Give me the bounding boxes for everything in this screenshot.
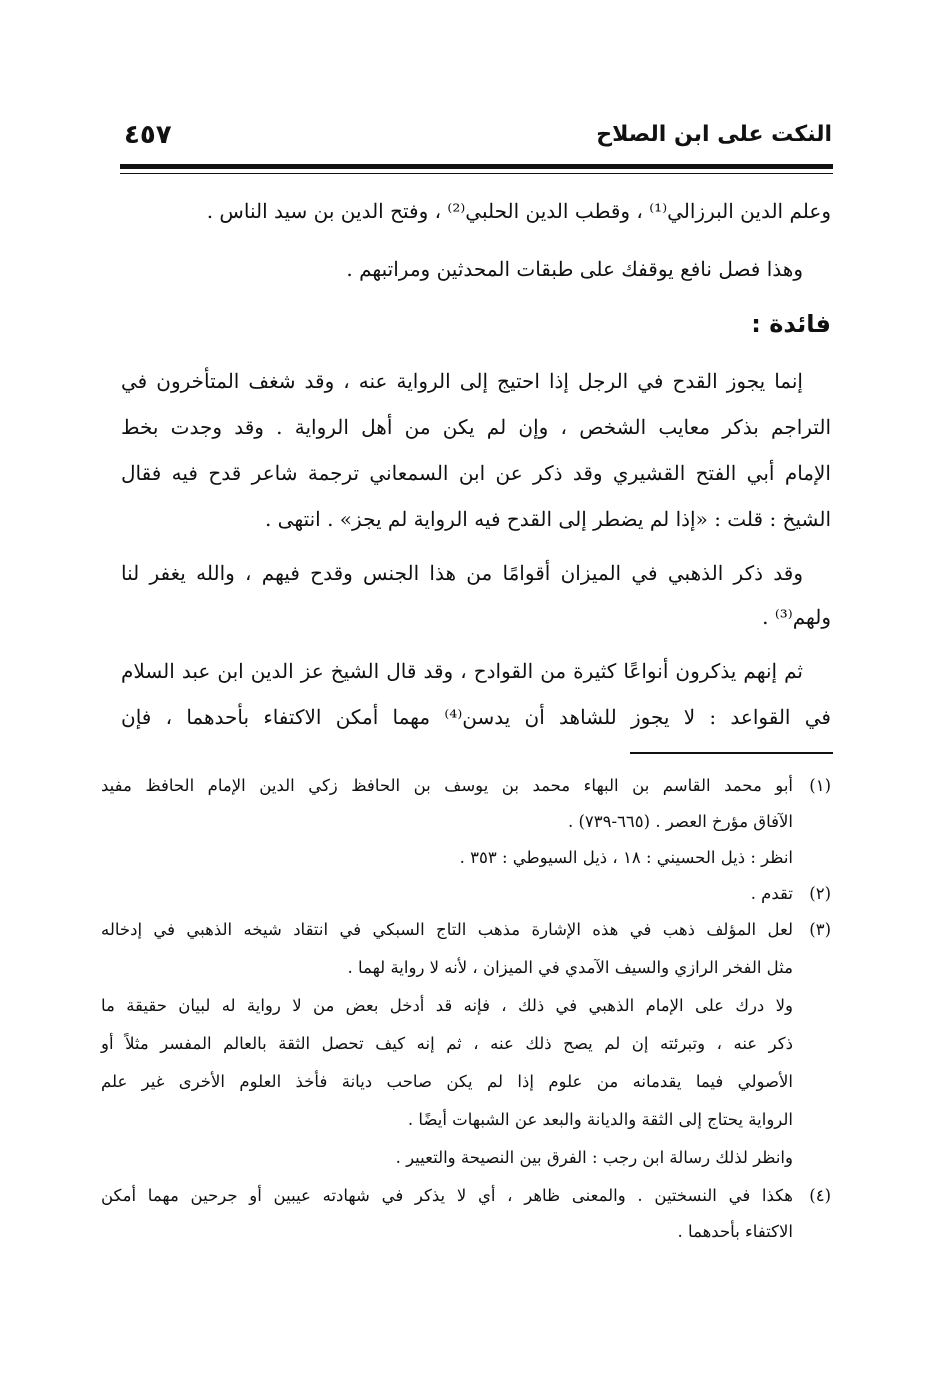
- paragraph-line: وقد ذكر الذهبي في الميزان أقوامًا من هذا الجنس وقدح فيهم ، والله يغفر لنا: [121, 561, 803, 585]
- footnote-line: الأصولي فيما يقدمانه من علوم إذا لم يكن صاحب ديانة فأخذ العلوم الأخرى غير علم: [101, 1072, 793, 1091]
- footnote-line: هكذا في النسختين . والمعنى ظاهر ، أي لا يذكر في شهادته عيبين أو جرحين مهما أمكن: [101, 1186, 793, 1205]
- header-rule-thick: [120, 164, 833, 169]
- body-line: وهذا فصل نافع يوقفك على طبقات المحدثين ومراتبهم .: [346, 257, 803, 281]
- paragraph-line: ثم إنهم يذكرون أنواعًا كثيرة من القوادح ، وقد قال الشيخ عز الدين ابن عبد السلام: [121, 659, 803, 683]
- footnote-line: مثل الفخر الرازي والسيف الآمدي في الميزان ، لأنه لا رواية لهما .: [347, 958, 793, 977]
- footnote-line: الآفاق مؤرخ العصر . (٦٦٥-٧٣٩) .: [567, 812, 793, 831]
- footnote-number: (٤): [809, 1186, 831, 1205]
- header-rule-thin: [120, 173, 833, 174]
- footnote-separator: [630, 752, 833, 754]
- footnote-number: (٣): [809, 920, 831, 939]
- paragraph-line: إنما يجوز القدح في الرجل إذا احتيج إلى الرواية عنه ، وقد شغف المتأخرون في: [121, 369, 803, 393]
- footnote-line: ولا درك على الإمام الذهبي في ذلك ، فإنه قد أدخل بعض من لا رواية له لبيان حقيقة ما: [101, 996, 793, 1015]
- paragraph-line: التراجم بذكر معايب الشخص ، وإن لم يكن من أهل الرواية . وقد وجدت بخط: [121, 415, 831, 439]
- section-heading: فائدة :: [751, 310, 831, 338]
- paragraph-line: في القواعد : لا يجوز للشاهد أن يدسن⁽⁴⁾ مهما أمكن الاكتفاء بأحدهما ، فإن: [121, 705, 831, 729]
- paragraph-line: الشيخ : قلت : «إذا لم يضطر إلى القدح فيه الرواية لم يجز» . انتهى .: [264, 507, 831, 531]
- footnote-line: لعل المؤلف ذهب في هذه الإشارة مذهب التاج السبكي في انتقاد شيخه الذهبي في إدخاله: [101, 920, 793, 939]
- body-line: وعلم الدين البرزالي⁽¹⁾ ، وقطب الدين الحلبي⁽²⁾ ، وفتح الدين بن سيد الناس .: [206, 199, 831, 223]
- footnote-number: (٢): [809, 884, 831, 903]
- footnote-line: ذكر عنه ، وتبرئته إن لم يصح ذلك عنه ، ثم إنه كيف تحصل الثقة بالعالم المفسر مثلاً أو: [101, 1034, 793, 1053]
- page-header: [120, 118, 832, 158]
- footnote-number: (١): [809, 776, 831, 795]
- paragraph-line: الإمام أبي الفتح القشيري وقد ذكر عن ابن السمعاني ترجمة شاعر قدح فيه فقال: [121, 461, 831, 485]
- running-title: النكت على ابن الصلاح: [596, 122, 832, 147]
- footnote-line: تقدم .: [750, 884, 793, 903]
- footnote-line: وانظر لذلك رسالة ابن رجب : الفرق بين النصيحة والتعيير .: [395, 1148, 793, 1167]
- footnote-line: الرواية يحتاج إلى الثقة والديانة والبعد عن الشبهات أيضًا .: [407, 1110, 793, 1129]
- paragraph-line: ولهم⁽³⁾ .: [762, 605, 831, 629]
- footnote-line: انظر : ذيل الحسيني : ١٨ ، ذيل السيوطي : ٣٥٣ .: [459, 848, 793, 867]
- page-number: ٤٥٧: [124, 120, 172, 150]
- footnote-line: أبو محمد القاسم بن البهاء محمد بن يوسف بن الحافظ زكي الدين الإمام الحافظ مفيد: [101, 776, 793, 795]
- footnote-line: الاكتفاء بأحدهما .: [677, 1222, 793, 1241]
